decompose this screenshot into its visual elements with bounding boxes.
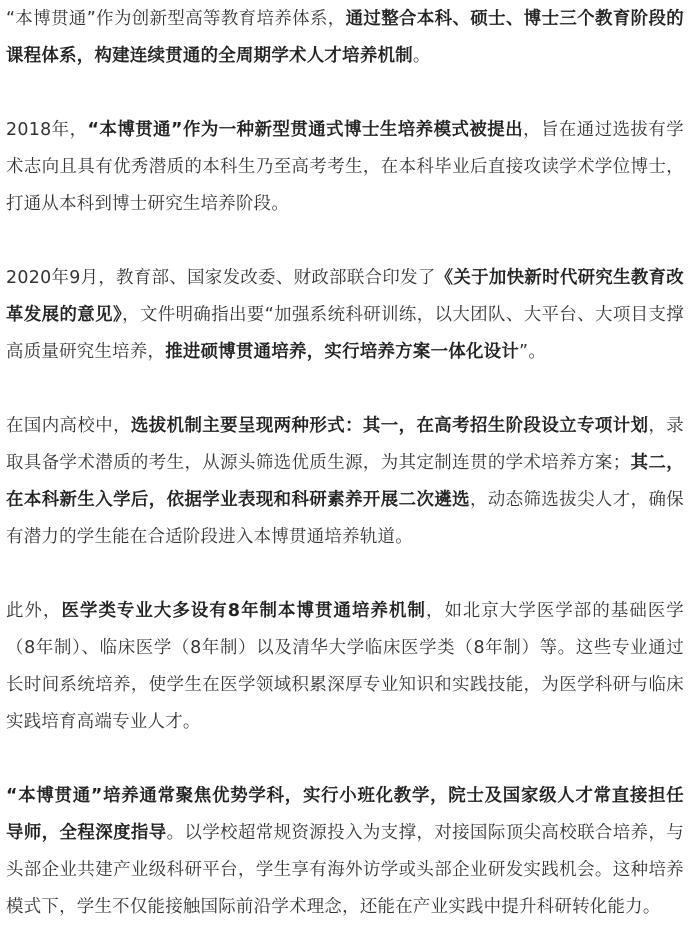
bold-text-segment: 选拔机制主要呈现两种形式：其一，在高考招生阶段设立专项计划 xyxy=(130,416,649,436)
text-segment: ”。 xyxy=(519,342,547,362)
text-segment: ，旨在通过选拔有学术志向且具有优秀潜质的本科生乃至高考考生，在本科毕业后直接攻读学术学位博士，打通从本科到博士研究生培养阶段。 xyxy=(6,120,684,214)
text-segment: “本博贯通”作为创新型高等教育培养体系， xyxy=(6,9,346,29)
paragraph-selection xyxy=(6,408,684,556)
text-segment: 2018年， xyxy=(6,120,88,140)
paragraph-2018 xyxy=(6,112,684,223)
article-body xyxy=(0,1,690,917)
text-segment: ，如北京大学医学部的基础医学（8年制）、临床医学（8年制）以及清华大学临床医学类（8年制）等。这些专业通过长时间系统培养，使学生在医学领域积累深厚专业知识和实践技能，为医学科研与临床实践培育高端专业人才。 xyxy=(6,601,684,732)
bold-text-segment: 推进硕博贯通培养，实行培养方案一体化设计 xyxy=(165,342,520,362)
text-segment: ，文件明确指出要“加强系统科研训练，以大团队、大平台、大项目支撑高质量研究生培养， xyxy=(6,305,684,362)
text-segment: ，录取具备学术潜质的考生，从源头筛选优质生源，为其定制连贯的学术培养方案； xyxy=(6,416,684,473)
text-segment: 。 xyxy=(412,46,431,66)
bold-text-segment: “本博贯通”培养通常聚焦优势学科，实行小班化教学，院士及国家级人才常直接担任导师，全程深度指导 xyxy=(6,786,684,843)
paragraph-training xyxy=(6,778,684,926)
paragraph-2020 xyxy=(6,260,684,371)
bold-text-segment: 医学类专业大多设有8年制本博贯通培养机制 xyxy=(61,601,426,621)
bold-text-segment: 《关于加快新时代研究生教育改革发展的意见》 xyxy=(6,268,685,325)
text-segment: 。以学校超常规资源投入为支撑，对接国际顶尖高校联合培养，与头部企业共建产业级科研平台，学生享有海外访学或头部企业研发实践机会。这种培养模式下，学生不仅能接触国际前沿学术理念，还能在产业实践中提升科研转化能力。 xyxy=(6,823,685,917)
paragraph-intro xyxy=(6,1,684,75)
bold-text-segment: 其二，在本科新生入学后，依据学业表现和科研素养开展二次遴选 xyxy=(6,453,684,510)
bold-text-segment: 通过整合本科、硕士、博士三个教育阶段的课程体系，构建连续贯通的全周期学术人才培养机制 xyxy=(6,9,684,66)
text-segment: 2020年9月，教育部、国家发改委、财政部联合印发了 xyxy=(6,268,436,288)
bold-text-segment: “本博贯通”作为一种新型贯通式博士生培养模式被提出 xyxy=(87,120,524,140)
paragraph-medical xyxy=(6,593,684,741)
text-segment: ，动态筛选拔尖人才，确保有潜力的学生能在合适阶段进入本博贯通培养轨道。 xyxy=(6,490,684,547)
text-segment: 在国内高校中， xyxy=(6,416,131,436)
text-segment: 此外， xyxy=(6,601,62,621)
